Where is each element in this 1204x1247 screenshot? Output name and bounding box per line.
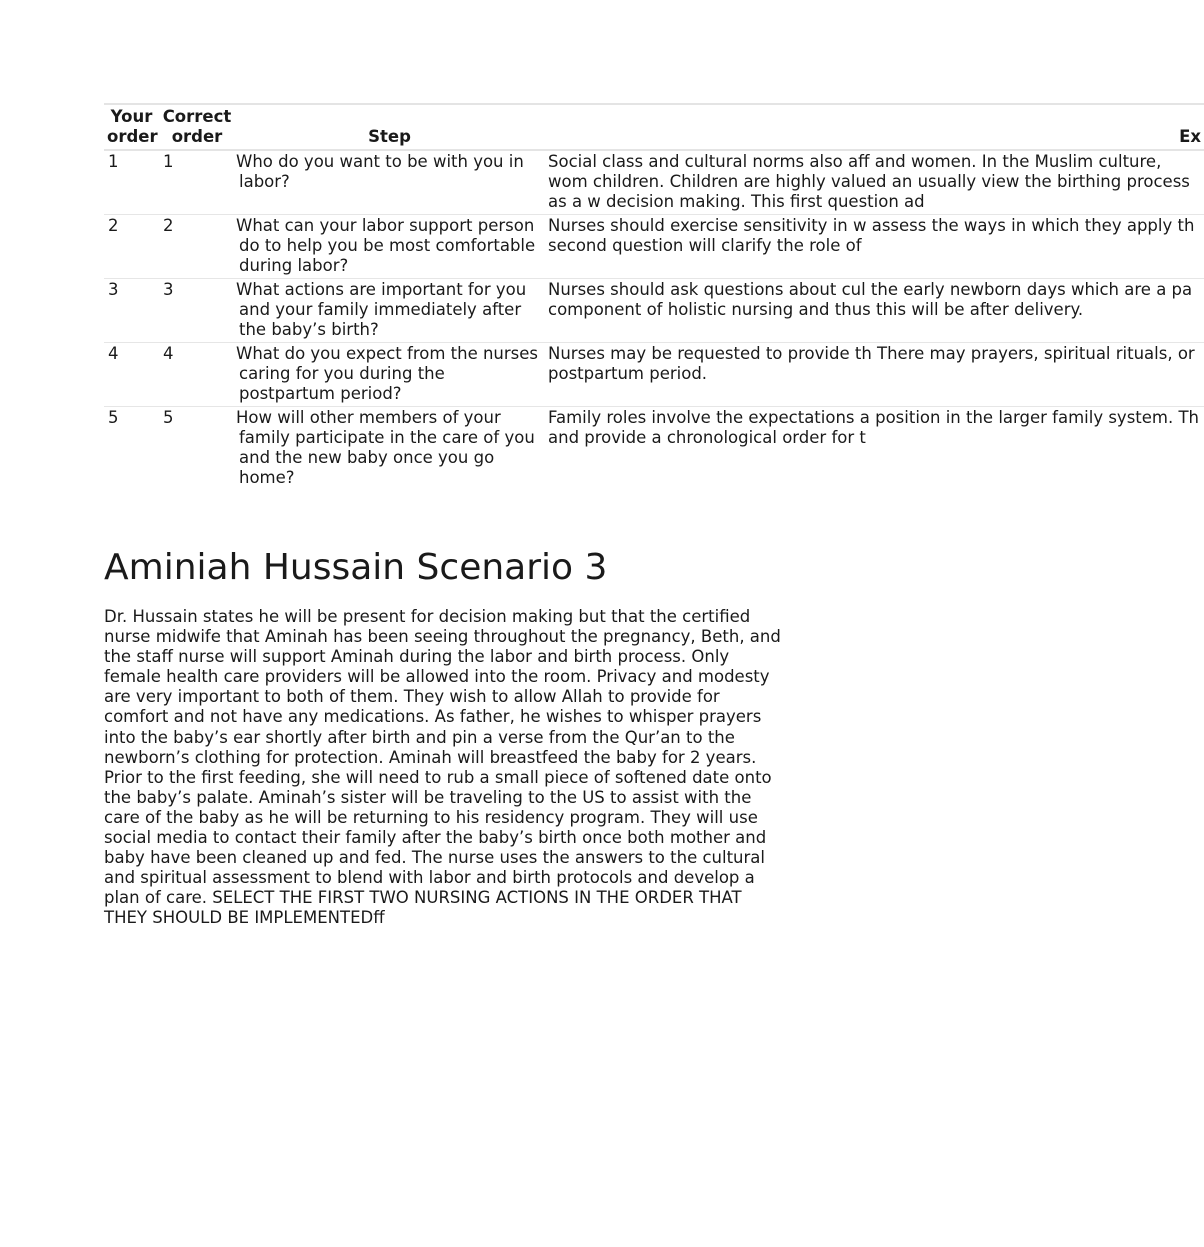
row-your-order: 2 [104, 215, 159, 279]
row-your-order: 3 [104, 279, 159, 343]
scenario-body: Dr. Hussain states he will be present for decision making but that the certified nurse midwife that Aminah has been seeing throughout the pregnancy, Beth, and the staff nurse will support Aminah during the labor and birth process. Only female health care providers will be allowed into the room. Privacy and modesty are very important to both of them. They wish to allow Allah to provide for comfort and not have any medications. As father, he wishes to whisper prayers into the baby’s ear shortly after birth and pin a verse from the Qur’an to the newborn’s clothing for protection. Aminah will breastfeed the baby for 2 years. Prior to the first feeding, she will need to rub a small piece of softened date onto the baby’s palate. Aminah’s sister will be traveling to the US to assist with the care of the baby as he will be returning to his residency program. They will use social media to contact their family after the baby’s birth once both mother and baby have been cleaned up and fed. The nurse uses the answers to the cultural and spiritual assessment to blend with labor and birth protocols and develop a plan of care. SELECT THE FIRST TWO NURSING ACTIONS IN THE ORDER THAT THEY SHOULD BE IMPLEMENTEDff [104, 607, 781, 928]
header-your-order: Your order [104, 104, 159, 150]
row-your-order: 4 [104, 343, 159, 407]
scenario-title: Aminiah Hussain Scenario 3 [104, 547, 608, 588]
row-correct-order: 3 [159, 279, 235, 343]
table-row [104, 150, 1204, 215]
row-step: What can your labor support person do to help you be most comfortable during labor? [235, 215, 544, 279]
row-step: Who do you want to be with you in labor? [235, 150, 544, 215]
row-explanation: Nurses should ask questions about cul the early newborn days which are a pa component of holistic nursing and thus this will be after delivery. [544, 279, 1204, 343]
row-explanation: Nurses should exercise sensitivity in w assess the ways in which they apply th second question will clarify the role of [544, 215, 1204, 279]
row-your-order: 5 [108, 408, 119, 427]
row-correct-order: 1 [159, 150, 235, 215]
row-explanation: Family roles involve the expectations a position in the larger family system. Th and provide a chronological order for t [548, 408, 1200, 447]
row-explanation: Nurses may be requested to provide th There may prayers, spiritual rituals, or postpartum period. [544, 343, 1204, 407]
table-header-row [104, 104, 1204, 150]
header-explanation: Ex [544, 104, 1204, 150]
row-step: What do you expect from the nurses caring for you during the postpartum period? [235, 343, 544, 407]
table-row [104, 407, 1204, 491]
row-your-order: 1 [104, 150, 159, 215]
steps-table [104, 103, 1204, 490]
table-row [104, 215, 1204, 279]
header-step: Step [235, 104, 544, 150]
row-correct-order: 4 [159, 343, 235, 407]
table-row [104, 279, 1204, 343]
header-correct-order: Correct order [159, 104, 235, 150]
row-correct-order: 2 [159, 215, 235, 279]
row-explanation: Social class and cultural norms also aff and women. In the Muslim culture, wom children. Children are highly valued an usually view the birthing process as a w decision making. This first question ad [544, 150, 1204, 215]
row-step: How will other members of your family participate in the care of you and the new baby once you go home? [236, 408, 535, 487]
row-step: What actions are important for you and your family immediately after the baby’s birth? [235, 279, 544, 343]
table-row [104, 343, 1204, 407]
row-correct-order: 5 [163, 408, 174, 427]
